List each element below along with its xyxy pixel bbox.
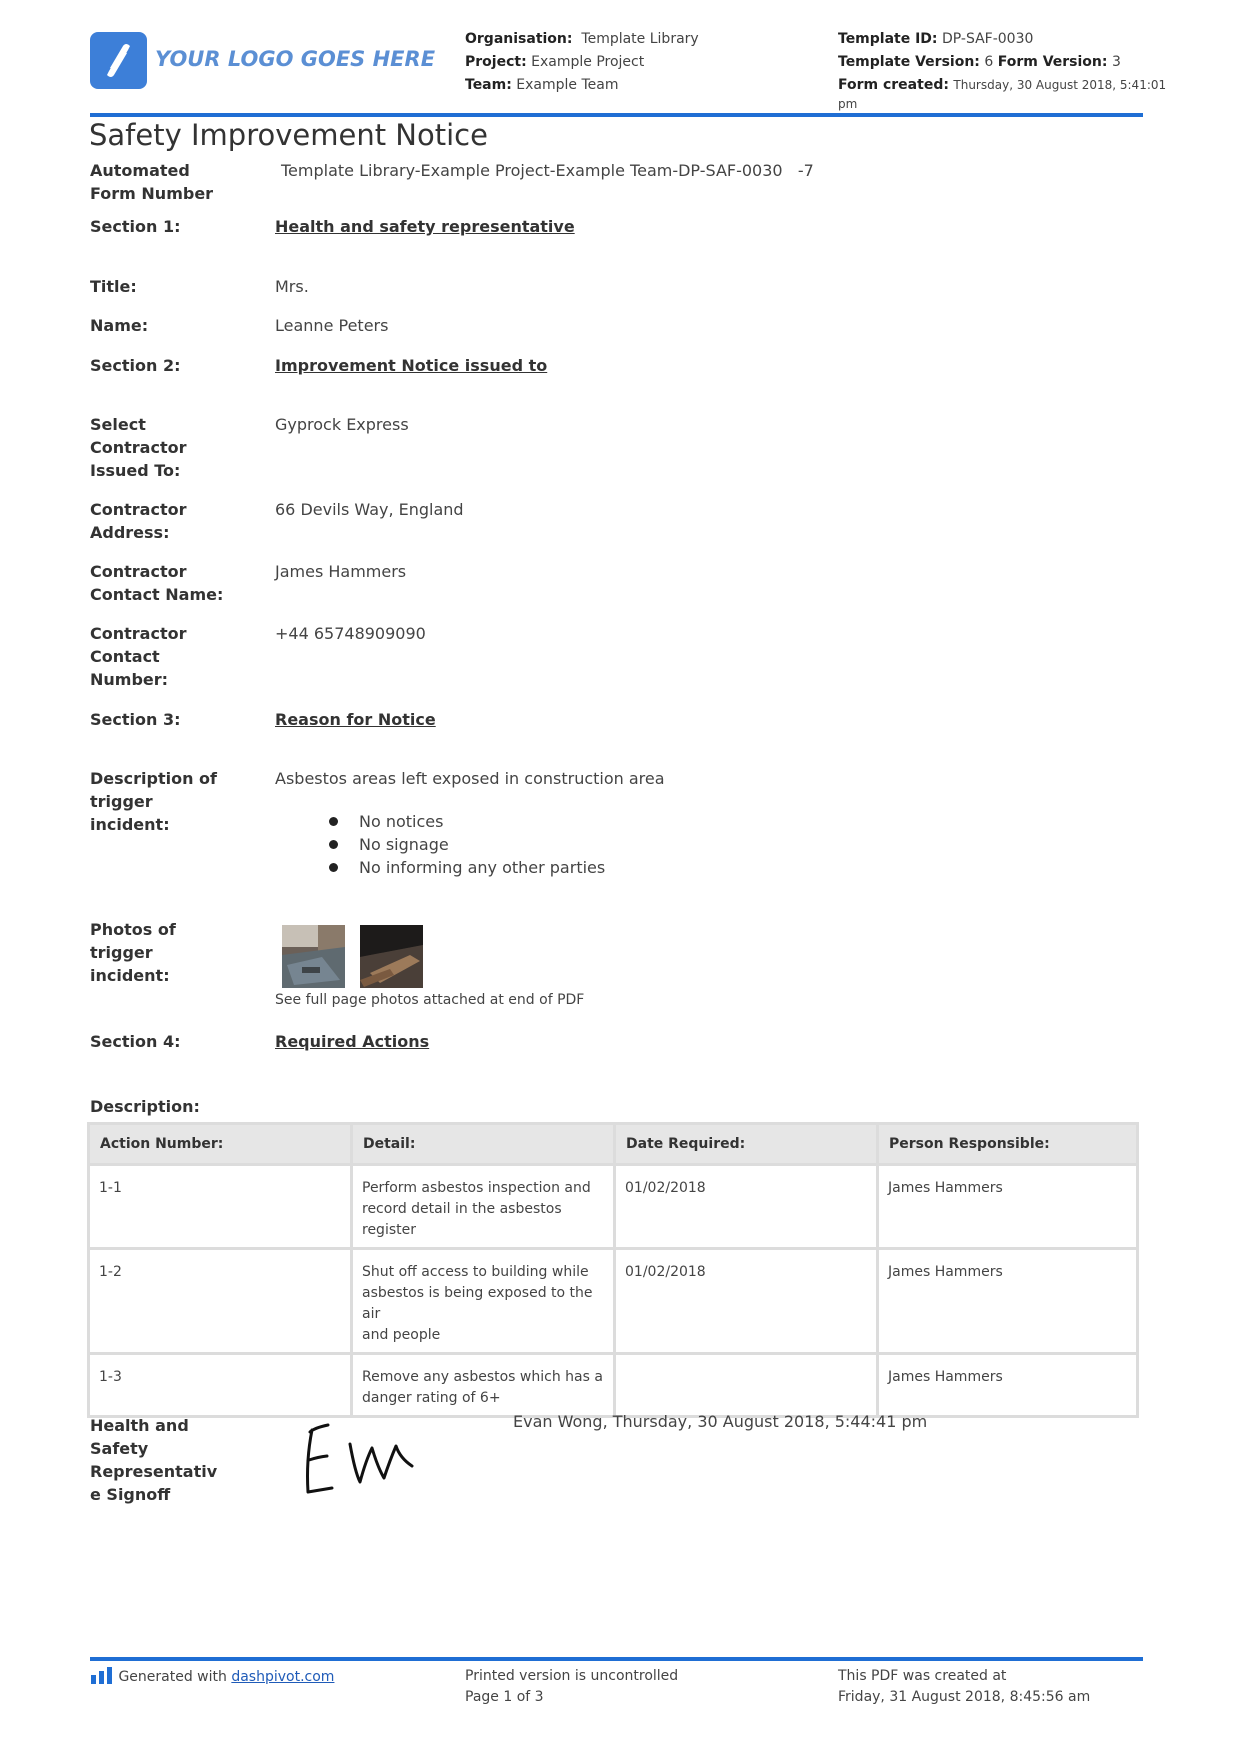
form-created-value-cont: pm xyxy=(838,97,858,111)
description-value: Asbestos areas left exposed in construction area xyxy=(275,769,665,788)
contact-number-value: +44 65748909090 xyxy=(275,624,426,643)
logo xyxy=(90,32,147,89)
contractor-address-value: 66 Devils Way, England xyxy=(275,500,464,519)
contact-number-label: Contractor Contact Number: xyxy=(90,624,187,689)
section-4-label: Section 4: xyxy=(90,1032,181,1051)
section-3-heading: Reason for Notice xyxy=(275,710,436,729)
organisation-label: Organisation: xyxy=(465,31,573,47)
contractor-address-label: Contractor Address: xyxy=(90,500,187,542)
action-number: 1-3 xyxy=(90,1355,350,1415)
photos-note: See full page photos attached at end of PDF xyxy=(275,992,585,1008)
form-number-value: Template Library-Example Project-Example Team-DP-SAF-0030 -7 xyxy=(281,161,814,180)
action-date: 01/02/2018 xyxy=(616,1250,876,1352)
title-value: Mrs. xyxy=(275,277,309,296)
contractor-label: Select Contractor Issued To: xyxy=(90,415,187,480)
contact-name-value: James Hammers xyxy=(275,562,407,581)
contractor-value: Gyprock Express xyxy=(275,415,409,434)
section-1-heading: Health and safety representative xyxy=(275,217,575,236)
column-header: Detail: xyxy=(353,1125,613,1163)
created-value: Friday, 31 August 2018, 8:45:56 am xyxy=(838,1689,1091,1705)
column-header: Action Number: xyxy=(90,1125,350,1163)
template-id-value: DP-SAF-0030 xyxy=(941,31,1034,47)
template-id-label: Template ID: xyxy=(838,31,938,47)
section-4-heading: Required Actions xyxy=(275,1032,430,1051)
dashpivot-icon xyxy=(90,1666,114,1684)
project-value: Example Project xyxy=(531,54,645,70)
template-version-value: 6 xyxy=(984,54,994,70)
signed-by: Evan Wong, Thursday, 30 August 2018, 5:44:41 pm xyxy=(513,1412,928,1431)
actions-description-label: Description: xyxy=(90,1097,200,1116)
dashpivot-link[interactable]: dashpivot.com xyxy=(231,1669,335,1685)
list-item: No signage xyxy=(359,833,605,856)
form-created-value: Thursday, 30 August 2018, 5:41:01 xyxy=(953,78,1167,92)
photos-label: Photos of trigger incident: xyxy=(90,920,176,985)
page-number: Page 1 of 3 xyxy=(465,1689,544,1705)
incident-photo-thumbnail[interactable] xyxy=(360,925,423,988)
organisation-value: Template Library xyxy=(581,31,699,47)
header-project-info xyxy=(465,28,699,97)
signature-image xyxy=(300,1420,430,1505)
generated-prefix: Generated with xyxy=(118,1669,227,1685)
contact-name-label: Contractor Contact Name: xyxy=(90,562,224,604)
action-date xyxy=(616,1355,876,1415)
header-divider xyxy=(90,113,1143,117)
section-2-label: Section 2: xyxy=(90,356,181,375)
form-number-label: Automated Form Number xyxy=(90,161,214,203)
description-bullets xyxy=(359,810,605,879)
action-person: James Hammers xyxy=(879,1355,1136,1415)
header-template-info xyxy=(838,28,1166,111)
table-header-row xyxy=(90,1125,1136,1163)
logo-icon xyxy=(90,32,147,89)
project-label: Project: xyxy=(465,54,527,70)
action-detail: Shut off access to building while asbestos is being exposed to the air and people xyxy=(353,1250,613,1352)
logo-text: YOUR LOGO GOES HERE xyxy=(155,47,436,71)
team-value: Example Team xyxy=(516,77,619,93)
footer-generated xyxy=(90,1666,334,1688)
column-header: Date Required: xyxy=(616,1125,876,1163)
section-1-label: Section 1: xyxy=(90,217,181,236)
form-version-label: Form Version: xyxy=(997,54,1108,70)
required-actions-table xyxy=(87,1122,1139,1418)
table-row xyxy=(90,1355,1136,1415)
action-number: 1-1 xyxy=(90,1166,350,1247)
footer-uncontrolled xyxy=(465,1666,678,1708)
action-number: 1-2 xyxy=(90,1250,350,1352)
action-detail: Perform asbestos inspection and record detail in the asbestos register xyxy=(353,1166,613,1247)
table-row xyxy=(90,1166,1136,1247)
form-created-label: Form created: xyxy=(838,77,949,93)
section-3-label: Section 3: xyxy=(90,710,181,729)
uncontrolled-note: Printed version is uncontrolled xyxy=(465,1668,679,1684)
action-detail: Remove any asbestos which has a danger rating of 6+ xyxy=(353,1355,613,1415)
footer-divider xyxy=(90,1657,1143,1661)
list-item: No notices xyxy=(359,810,605,833)
section-2-heading: Improvement Notice issued to xyxy=(275,356,548,375)
page-title: Safety Improvement Notice xyxy=(89,118,488,152)
title-label: Title: xyxy=(90,277,137,296)
action-person: James Hammers xyxy=(879,1166,1136,1247)
description-label: Description of trigger incident: xyxy=(90,769,218,834)
footer-created xyxy=(838,1666,1090,1708)
name-value: Leanne Peters xyxy=(275,316,389,335)
column-header: Person Responsible: xyxy=(879,1125,1136,1163)
team-label: Team: xyxy=(465,77,512,93)
signoff-label: Health and Safety Representativ e Signoff xyxy=(90,1416,218,1504)
form-version-value: 3 xyxy=(1111,54,1121,70)
created-prefix: This PDF was created at xyxy=(838,1668,1007,1684)
template-version-label: Template Version: xyxy=(838,54,980,70)
name-label: Name: xyxy=(90,316,149,335)
list-item: No informing any other parties xyxy=(359,858,606,877)
action-person: James Hammers xyxy=(879,1250,1136,1352)
table-row xyxy=(90,1250,1136,1352)
incident-photo-thumbnail[interactable] xyxy=(282,925,345,988)
action-date: 01/02/2018 xyxy=(616,1166,876,1247)
